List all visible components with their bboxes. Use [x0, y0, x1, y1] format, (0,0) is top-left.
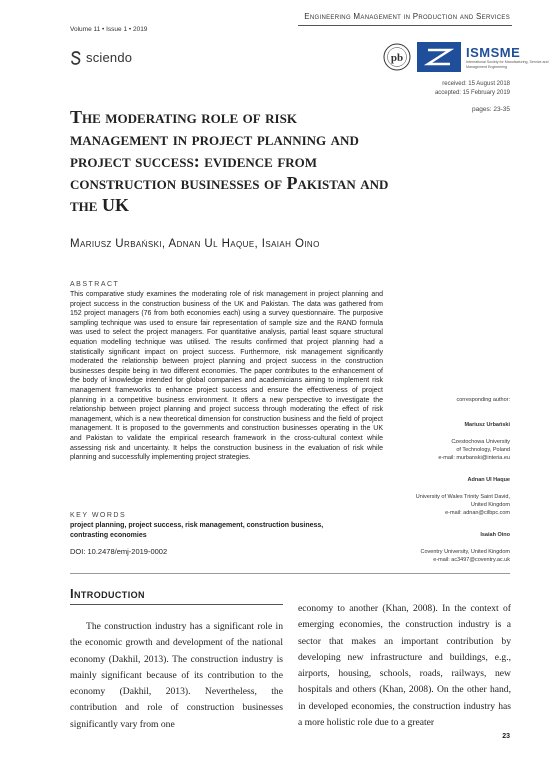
author-list: Mariusz Urbański, Adnan Ul Haque, Isaiah Oino	[70, 238, 320, 250]
author-affiliation: Coventry University, United Kingdom	[420, 549, 510, 555]
abstract-label: ABSTRACT	[70, 281, 120, 288]
journal-title: Engineering Management in Production and Services	[304, 12, 510, 21]
author-card-1	[382, 421, 510, 462]
author-card-3	[382, 531, 510, 564]
page-number: 23	[502, 733, 510, 740]
ismsme-subtitle: International Society for Manufacturing, Service and Management Engineering	[466, 60, 549, 69]
ismsme-name: ISMSME	[466, 45, 521, 60]
introduction-heading: Introduction	[70, 586, 145, 601]
author-name: Adnan Ul Haque	[467, 477, 510, 483]
publisher-logo	[70, 50, 132, 65]
publisher-name: sciendo	[86, 50, 133, 65]
keywords-label: KEY WORDS	[70, 512, 127, 519]
author-email[interactable]: e-mail: adnan@cilbpc.com	[445, 510, 510, 516]
corresponding-author-label: corresponding author:	[456, 397, 510, 403]
paper-title: The moderating role of risk management in project planning and project success: evidence from construction businesses of Pakistan and the UK	[70, 107, 389, 215]
author-email[interactable]: e-mail: ac3497@coventry.ac.uk	[433, 557, 510, 563]
author-name: Isaiah Oino	[480, 532, 510, 538]
section-divider	[70, 573, 510, 574]
author-name: Mariusz Urbański	[464, 422, 510, 428]
keywords-text: project planning, project success, risk management, construction business, contrasting economies	[70, 522, 324, 539]
society-logos	[382, 42, 550, 72]
sciendo-s-icon	[70, 51, 82, 65]
accepted-date: accepted: 15 February 2019	[434, 90, 510, 96]
heading-underline	[70, 604, 283, 605]
ismsme-mark-icon	[417, 42, 461, 72]
author-card-2	[382, 476, 510, 517]
doi-link[interactable]: DOI: 10.2478/emj-2019-0002	[70, 547, 168, 556]
ismsme-text-logo	[466, 45, 550, 69]
university-seal-icon	[382, 42, 412, 72]
received-date: received: 15 August 2018	[442, 81, 510, 87]
header-divider	[298, 25, 512, 26]
author-affiliation: University of Wales Trinity Saint David,	[415, 494, 510, 500]
page-range: pages: 23-35	[472, 106, 510, 113]
author-affiliation: Czestochowa University	[451, 439, 510, 445]
abstract-text: This comparative study examines the moderating role of risk management in project planning and project success in the construction business of the UK and Pakistan. The data was gathered from 152 project managers (76 from both economies each) using a survey questionnaire. The purposive sampling technique was used to ensure fair representation of sample size and the RAND formula was used to select the project managers. For quantitative analysis, partial least square structural equation modelling technique was utilised. The results confirmed that project planning had a statistically significant impact on project success. Furthermore, risk management significantly moderated the relationship between project planning and project success in the construction businesses despite being in two different economies. The paper contributes to the enhancement of the body of knowledge intended for global companies and academicians aiming to implement risk management frameworks to enhance project success and ensure the effectiveness of project planning in a competitive business environment. It offers a new perspective to investigate the relationship between project planning and project success through moderating the effect of risk management, which is a new theoretical dimension for construction business and the field of project management. It is proposed to the governments and construction businesses operating in the UK and Pakistan to validate the empirical research framework in the cross-cultural context while assessing risk and uncertainty. It helps the construction business in the evaluation of risk while planning and successfully implementing project strategies.	[70, 291, 383, 462]
author-affiliation: United Kingdom	[470, 502, 510, 508]
author-email[interactable]: e-mail: murbanski@interia.eu	[438, 455, 510, 461]
svg-text:pb: pb	[390, 52, 404, 64]
article-dates	[360, 80, 510, 98]
intro-column-right: economy to another (Khan, 2008). In the context of emerging economies, the construction industry is a sector that makes an important contribution by developing new infrastructure and buildings, e.g., airports, housing, schools, roads, railways, new hospitals and others (Khan, 2008). On the other hand, in developed economies, the construction industry has a more holistic role due to a greater	[298, 603, 511, 729]
author-affiliation: of Technology, Poland	[456, 447, 510, 453]
volume-issue: Volume 11 • Issue 1 • 2019	[70, 26, 148, 33]
intro-column-left: The construction industry has a significant role in the economic growth and development of the national economy (Dakhil, 2013). The construction industry is mainly significant because of its contribution to the economy (Dakhil, 2013). Nevertheless, the contribution and role of construction businesses significantly vary from one	[70, 621, 283, 730]
